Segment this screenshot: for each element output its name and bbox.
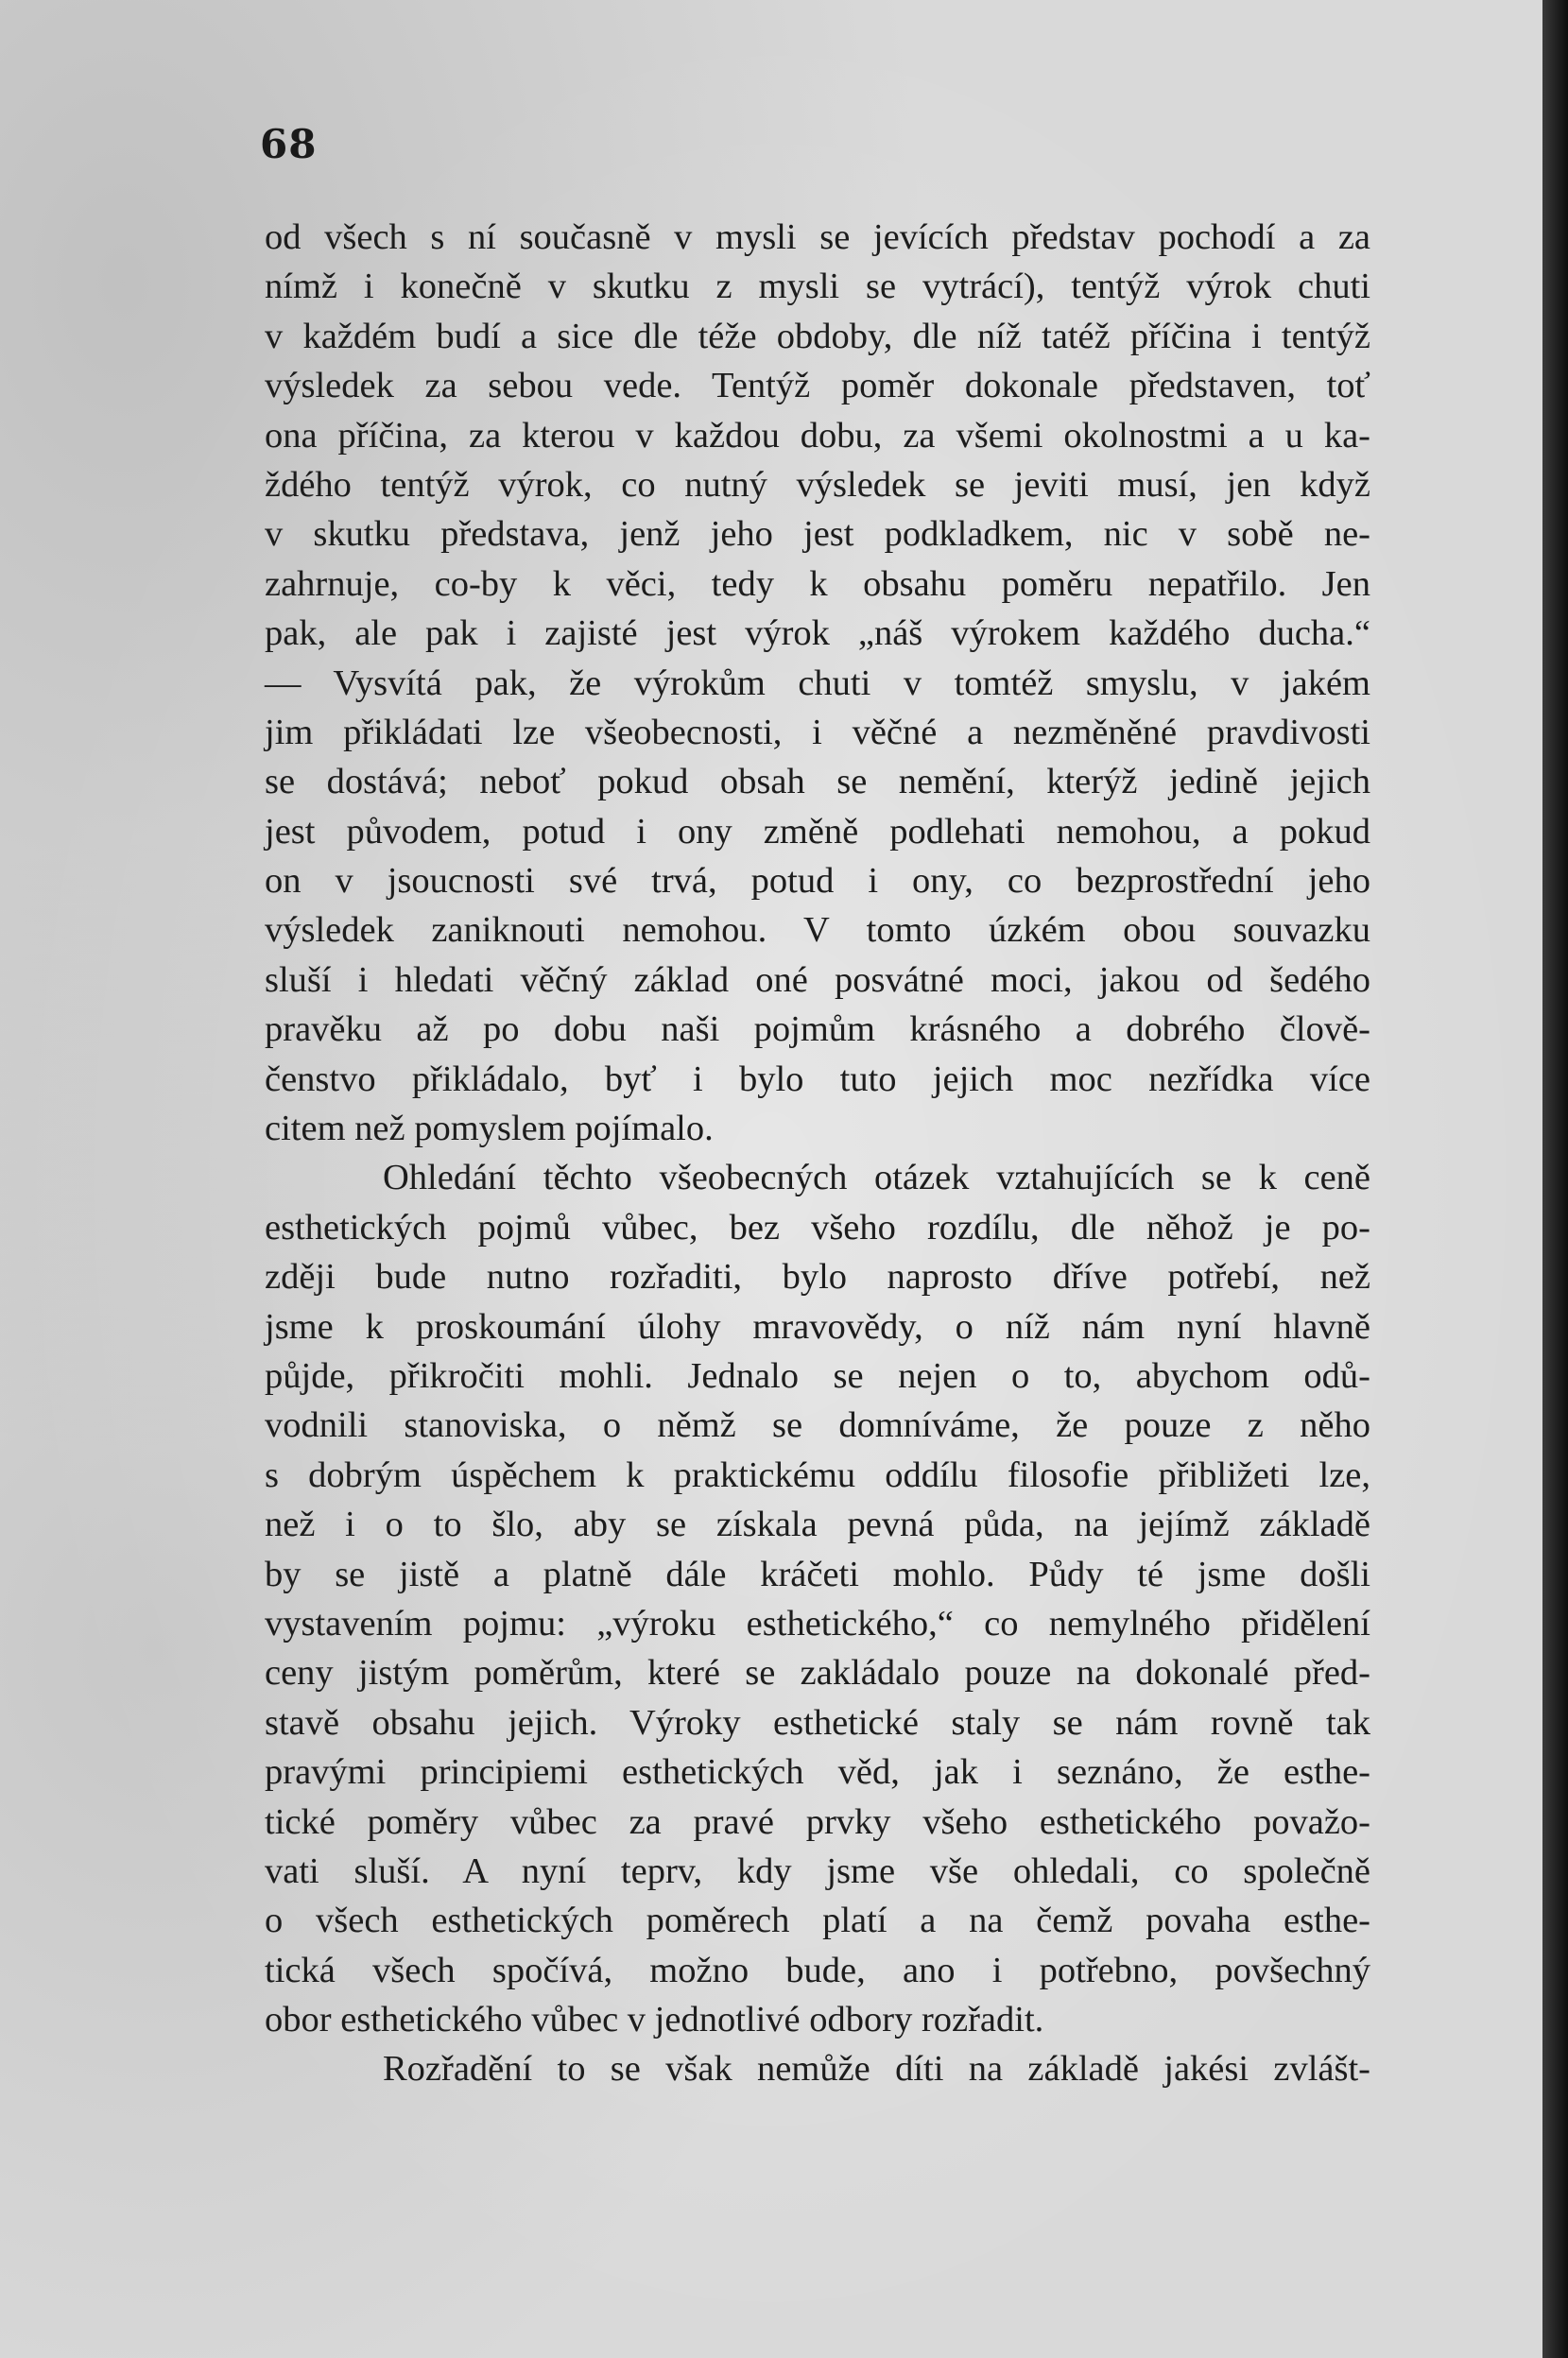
text-line: pravými principiemi esthetických věd, jak i seznáno, že esthe- [265,1752,1370,1793]
body-text [265,213,1370,2094]
text-line: stavě obsahu jejich. Výroky esthetické staly se nám rovně tak [265,1702,1370,1743]
text-line: zději bude nutno rozřaditi, bylo naprosto dříve potřebí, než [265,1257,1370,1298]
text-line: ona příčina, za kterou v každou dobu, za všemi okolnostmi a u ka- [265,415,1370,456]
text-line: zahrnuje, co-by k věci, tedy k obsahu poměru nepatřilo. Jen [265,563,1370,604]
text-line: půjde, přikročiti mohli. Jednalo se nejen o to, abychom odů- [265,1355,1370,1396]
text-line: Ohledání těchto všeobecných otázek vztahujících se k ceně [383,1158,1370,1198]
text-line: výsledek zaniknouti nemohou. V tomto úzkém obou souvazku [265,910,1370,951]
page-number: 68 [260,121,318,167]
text-line: vystavením pojmu: „výroku esthetického,“ co nemylného přidělení [265,1603,1370,1644]
text-line: než i o to šlo, aby se získala pevná půda, na jejímž základě [265,1505,1370,1545]
text-line: nímž i konečně v skutku z mysli se vytrácí), tentýž výrok chuti [265,267,1370,307]
text-line: čenstvo přikládalo, byť i bylo tuto jejich moc nezřídka více [265,1059,1370,1099]
text-line: vati sluší. A nyní teprv, kdy jsme vše ohledali, co společně [265,1850,1370,1891]
text-line: jest původem, potud i ony změně podlehati nemohou, a pokud [265,811,1370,852]
text-line: esthetických pojmů vůbec, bez všeho rozdílu, dle něhož je po- [265,1207,1370,1248]
text-line: tické poměry vůbec za pravé prvky všeho esthetického považo- [265,1801,1370,1842]
text-line: v skutku představa, jenž jeho jest podkladkem, nic v sobě ne- [265,514,1370,555]
text-line: Rozřadění to se však nemůže díti na základě jakési zvlášt- [383,2049,1370,2090]
text-line: se dostává; neboť pokud obsah se nemění, kterýž jedině jejich [265,762,1370,802]
text-line: pravěku až po dobu naši pojmům krásného a dobrého člově- [265,1009,1370,1050]
text-line: on v jsoucnosti své trvá, potud i ony, co bezprostřední jeho [265,861,1370,902]
text-line: jim přikládati lze všeobecnosti, i věčné a nezměněné pravdivosti [265,712,1370,752]
text-line: s dobrým úspěchem k praktickému oddílu filosofie přibližeti lze, [265,1454,1370,1495]
text-line: od všech s ní současně v mysli se jevících představ pochodí a za [265,217,1370,257]
text-line: obor esthetického vůbec v jednotlivé odbory rozřadit. [265,2000,1044,2040]
text-line: sluší i hledati věčný základ oné posvátné moci, jakou od šedého [265,959,1370,1000]
text-line: vodnili stanoviska, o němž se domníváme, že pouze z něho [265,1405,1370,1446]
text-line: výsledek za sebou vede. Tentýž poměr dokonale představen, toť [265,366,1370,406]
text-line: citem než pomyslem pojímalo. [265,1109,714,1149]
text-line: v každém budí a sice dle téže obdoby, dle níž tatéž příčina i tentýž [265,316,1370,356]
text-line: o všech esthetických poměrech platí a na čemž povaha esthe- [265,1901,1370,1941]
text-line: tická všech spočívá, možno bude, ano i potřebno, povšechný [265,1950,1370,1990]
text-line: by se jistě a platně dále kráčeti mohlo. Půdy té jsme došli [265,1554,1370,1594]
text-line: pak, ale pak i zajisté jest výrok „náš výrokem každého ducha.“ [265,613,1370,654]
text-line: ždého tentýž výrok, co nutný výsledek se jeviti musí, jen když [265,464,1370,505]
text-line: ceny jistým poměrům, které se zakládalo pouze na dokonalé před- [265,1653,1370,1694]
book-edge [1542,0,1568,2358]
text-line: jsme k proskoumání úlohy mravovědy, o níž nám nyní hlavně [265,1306,1370,1347]
text-line: — Vysvítá pak, že výrokům chuti v tomtéž smyslu, v jakém [265,663,1370,703]
